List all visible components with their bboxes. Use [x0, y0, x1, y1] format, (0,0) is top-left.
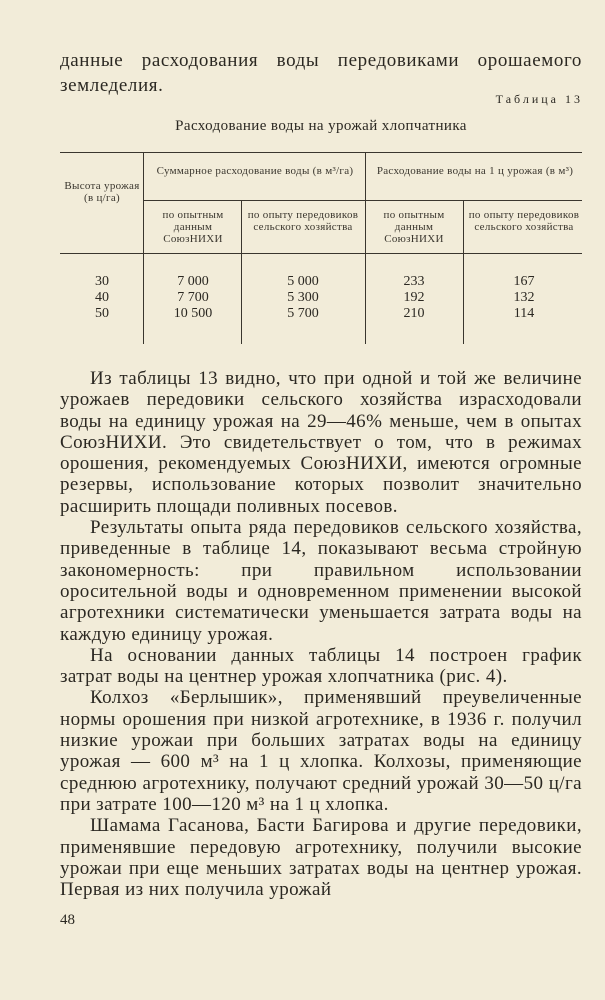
table-header-rule	[60, 253, 582, 254]
cell-total-exp: 10 500	[173, 306, 213, 321]
intro-paragraph: данные расходования воды передовиками орошаемого земледелия.	[60, 50, 582, 96]
paragraph: Результаты опыта ряда передовиков сельского хозяйства, приведенные в таблице 14, показывают весьма стройную закономерность: при правильном использовании оросительной воды и одновременном применении высокой агротехники систематически уменьшается затрата воды на каждую единицу урожая.	[60, 517, 582, 645]
table-top-rule	[60, 152, 582, 153]
cell-yield: 30	[95, 274, 109, 289]
group-divider-rule	[143, 200, 582, 201]
table-title: Расходование воды на урожай хлопчатника	[175, 118, 467, 134]
header-sub-exp-2: по опытным данным СоюзНИХИ	[383, 209, 445, 245]
cell-total-farm: 5 300	[287, 290, 319, 305]
col-divider-1	[143, 152, 144, 344]
header-group-total: Суммарное расходование воды (в м³/га)	[156, 165, 354, 177]
col-divider-4	[463, 200, 464, 344]
cell-per-exp: 210	[403, 306, 425, 321]
cell-per-farm: 132	[513, 290, 535, 305]
cell-per-exp: 233	[403, 274, 425, 289]
cell-yield: 50	[95, 306, 109, 321]
table-number: Таблица 13	[495, 92, 583, 106]
cell-total-farm: 5 700	[287, 306, 319, 321]
cell-total-exp: 7 000	[177, 274, 209, 289]
paragraph: Шамама Гасанова, Басти Багирова и другие передовики, применявшие передовую агротехнику, получили высокие урожаи при еще меньших затратах воды на центнер урожая. Первая из них получила урожай	[60, 815, 582, 901]
cell-per-farm: 167	[513, 274, 535, 289]
body-text	[60, 368, 582, 900]
header-group-per-q: Расходование воды на 1 ц урожая (в м³)	[376, 165, 574, 177]
cell-yield: 40	[95, 290, 109, 305]
header-sub-farm-2: по опыту передовиков сельского хозяйства	[468, 209, 580, 233]
paragraph: Из таблицы 13 видно, что при одной и той же величине урожаев передовики сельского хозяйства израсходовали воды на единицу урожая на 29—46% меньше, чем в опытах СоюзНИХИ. Это свидетельствует о том, что в режимах орошения, рекомендуемых СоюзНИХИ, имеются огромные резервы, использование которых позволит значительно расширить площади поливных посевов.	[60, 368, 582, 517]
cell-total-farm: 5 000	[287, 274, 319, 289]
paragraph: Колхоз «Берлышик», применявший преувеличенные нормы орошения при низкой агротехнике, в 1936 г. получил низкие урожаи при больших затратах воды на единицу урожая — 600 м³ на 1 ц хлопка. Колхозы, применяющие среднюю агротехнику, получают средний урожай 30—50 ц/га при затрате 100—120 м³ на 1 ц хлопка.	[60, 687, 582, 815]
header-sub-farm-1: по опыту передовиков сельского хозяйства	[247, 209, 359, 233]
page-number: 48	[60, 912, 75, 928]
cell-total-exp: 7 700	[177, 290, 209, 305]
col-divider-3	[365, 152, 366, 344]
cell-per-exp: 192	[403, 290, 425, 305]
paragraph: На основании данных таблицы 14 построен график затрат воды на центнер урожая хлопчатника (рис. 4).	[60, 644, 582, 688]
col-divider-2	[241, 200, 242, 344]
header-sub-exp-1: по опытным данным СоюзНИХИ	[162, 209, 224, 245]
cell-per-farm: 114	[513, 306, 535, 321]
header-yield: Высота урожая (в ц/га)	[64, 180, 140, 204]
